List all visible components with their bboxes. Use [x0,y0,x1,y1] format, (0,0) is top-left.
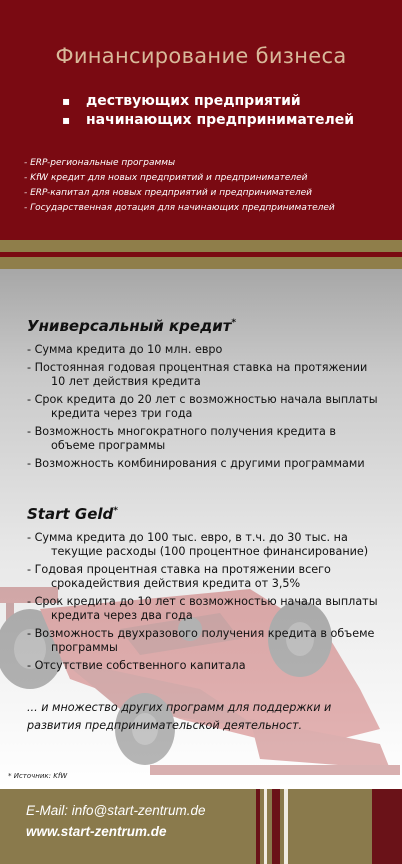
footer-stripe [256,789,260,864]
footer-stripe [284,789,288,864]
section-title: Start Geld* [27,505,118,523]
footer-stripe [372,789,402,864]
program-item: - ERP-региональные программы [24,156,335,171]
footer-stripe [264,789,267,864]
feature-item: - Сумма кредита до 100 тыс. евро, в т.ч. до 30 тыс. на текущие расходы (100 процентное финансирование) [27,531,382,559]
page-title: Финансирование бизнеса [55,44,347,68]
audience-list [62,92,354,130]
feature-item: - Возможность комбинирования с другими программами [27,457,382,471]
footer-stripe [272,789,280,864]
start-geld-section [27,505,382,677]
header-banner [0,0,402,240]
website-link[interactable]: www.start-zentrum.de [26,824,167,839]
content-area [0,269,402,789]
feature-item: - Постоянная годовая процентная ставка на протяжении 10 лет действия кредита [27,361,382,389]
email-link[interactable]: E-Mail: info@start-zentrum.de [26,803,206,818]
program-list [24,156,335,216]
feature-item: - Срок кредита до 10 лет с возможностью начала выплаты кредита через два года [27,595,382,623]
section-title: Универсальный кредит* [27,317,237,335]
feature-item: - Отсутствие собственного капитала [27,659,382,673]
divider-band [0,240,402,252]
feature-item: - Годовая процентная ставка на протяжении всего срокадействия действия кредита от 3,5% [27,563,382,591]
footer-banner [0,789,402,864]
feature-list [27,531,382,673]
audience-item: ▪ дествующих предприятий [62,92,354,111]
feature-item: - Срок кредита до 20 лет с возможностью начала выплаты кредита через три года [27,393,382,421]
source-note: * Источник: KfW [8,772,68,780]
program-item: - KfW кредит для новых предприятий и предпринимателей [24,171,335,186]
closing-text: ... и множество других программ для поддержки и развития предпринимательской деятельност. [27,701,332,732]
feature-item: - Возможность двухразового получения кредита в объеме программы [27,627,382,655]
feature-item: - Возможность многократного получения кредита в объеме программы [27,425,382,453]
program-item: - Государственная дотация для начинающих предпринимателей [24,201,335,216]
audience-item: ▪ начинающих предпринимателей [62,111,354,130]
feature-item: - Сумма кредита до 10 млн. евро [27,343,382,357]
divider-band [0,257,402,269]
program-item: - ERP-капитал для новых предприятий и предпринимателей [24,186,335,201]
feature-list [27,343,382,471]
universal-credit-section [27,317,382,475]
